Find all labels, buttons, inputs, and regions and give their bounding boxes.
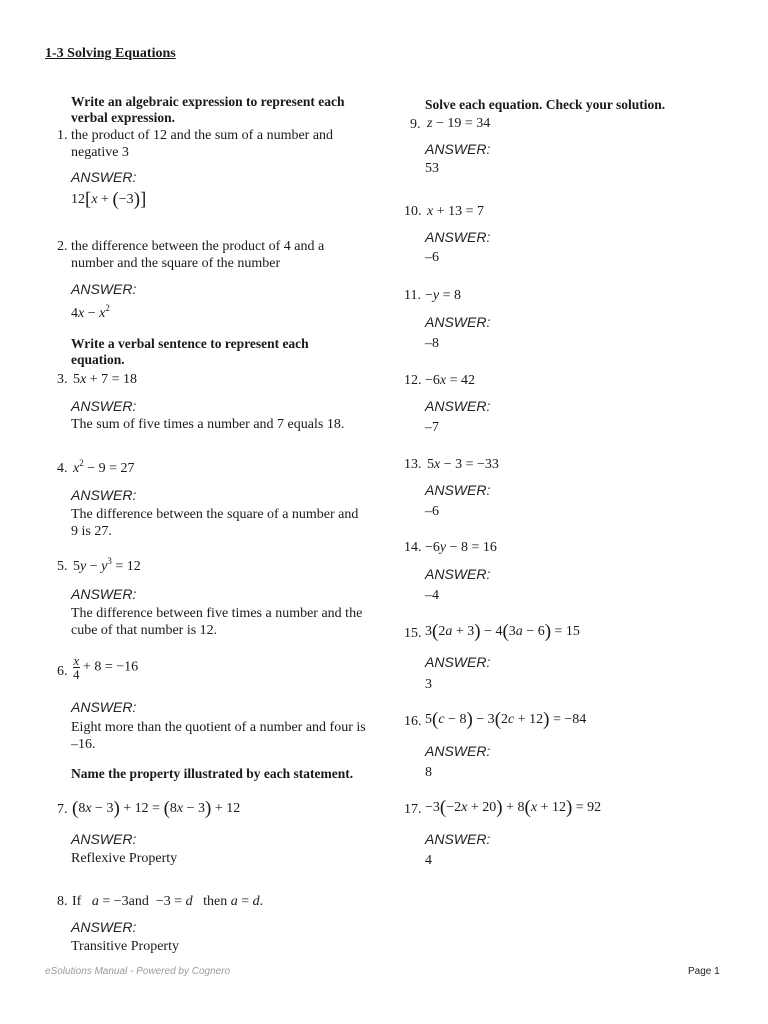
- answer-text: The difference between the square of a number and 9 is 27.: [71, 507, 359, 539]
- equation: z − 19 = 34: [427, 116, 491, 131]
- answer-text: Transitive Property: [71, 939, 179, 954]
- question-number: 1.: [57, 128, 68, 143]
- answer-label: ANSWER:: [71, 487, 137, 503]
- equation: 5x + 7 = 18: [73, 372, 138, 387]
- answer-label: ANSWER:: [71, 398, 137, 414]
- question-number: 6.: [57, 664, 68, 679]
- equation: −3(−2x + 20) + 8(x + 12) = 92: [425, 797, 602, 818]
- answer-text: Reflexive Property: [71, 851, 178, 866]
- equation: $5y - y^3 = 12$: [73, 556, 141, 574]
- footer-credit: eSolutions Manual - Powered by Cognero: [45, 966, 231, 977]
- question-number: 9.: [410, 117, 421, 132]
- answer-text: 53: [425, 161, 439, 176]
- question-number: 15.: [404, 626, 422, 641]
- question-number: 14.: [404, 540, 422, 555]
- answer-label: ANSWER:: [425, 654, 491, 670]
- answer-text: –6: [425, 504, 439, 519]
- answer-label: ANSWER:: [71, 169, 137, 185]
- answer-label: ANSWER:: [71, 919, 137, 935]
- equation: −6x = 42: [425, 373, 476, 388]
- answer-label: ANSWER:: [71, 831, 137, 847]
- equation: 5(c − 8) − 3(2c + 12) = −84: [425, 709, 587, 730]
- answer-label: ANSWER:: [425, 141, 491, 157]
- question-number: 2.: [57, 239, 68, 254]
- section-heading-verbal: Write a verbal sentence to represent each equation.: [71, 336, 309, 367]
- equation: −6y − 8 = 16: [425, 540, 497, 555]
- question-number: 12.: [404, 373, 422, 388]
- question-number: 10.: [404, 204, 422, 219]
- answer-label: ANSWER:: [425, 482, 491, 498]
- question-text: the difference between the product of 4 and a number and the square of the number: [71, 239, 325, 271]
- question-number: 4.: [57, 461, 68, 476]
- equation: 5x − 3 = −33: [427, 457, 499, 472]
- answer-label: ANSWER:: [425, 831, 491, 847]
- question-number: 3.: [57, 372, 68, 387]
- answer-text: –4: [425, 588, 439, 603]
- question-number: 17.: [404, 802, 422, 817]
- question-number: 13.: [404, 457, 422, 472]
- answer-text: The difference between five times a number and the cube of that number is 12.: [71, 606, 363, 638]
- section-heading-solve: Solve each equation. Check your solution.: [425, 97, 666, 112]
- equation: (8x − 3) + 12 = (8x − 3) + 12: [72, 798, 241, 819]
- answer-expression: 12[x + (−3)]: [71, 189, 147, 210]
- page-title: 1-3 Solving Equations: [45, 46, 176, 61]
- question-number: 11.: [404, 288, 421, 303]
- section-heading-property: Name the property illustrated by each statement.: [71, 766, 354, 781]
- question-text: the product of 12 and the sum of a number and negative 3: [71, 128, 334, 160]
- equation: If a = −3and −3 = d then a = d.: [72, 894, 264, 909]
- section-heading-expressions: Write an algebraic expression to represent each verbal expression.: [71, 94, 345, 125]
- equation: −y = 8: [425, 288, 462, 303]
- answer-label: ANSWER:: [425, 314, 491, 330]
- answer-text: 8: [425, 765, 432, 780]
- equation: $\frac{x}{4}$ + 8 = −16: [73, 653, 139, 682]
- answer-text: 4: [425, 853, 432, 868]
- equation: $x^2 - 9 = 27$: [73, 458, 135, 476]
- answer-label: ANSWER:: [71, 699, 137, 715]
- answer-label: ANSWER:: [425, 566, 491, 582]
- answer-expression: $4x - x^2$: [71, 303, 110, 321]
- answer-text: –6: [425, 250, 439, 265]
- answer-text: Eight more than the quotient of a number and four is –16.: [71, 720, 366, 752]
- answer-label: ANSWER:: [425, 229, 491, 245]
- question-number: 8.: [57, 894, 68, 909]
- question-number: 16.: [404, 714, 422, 729]
- page-number: Page 1: [688, 966, 720, 977]
- equation: x + 13 = 7: [427, 204, 485, 219]
- answer-label: ANSWER:: [71, 586, 137, 602]
- answer-text: The sum of five times a number and 7 equals 18.: [71, 417, 345, 432]
- answer-text: –8: [425, 336, 439, 351]
- equation: 3(2a + 3) − 4(3a − 6) = 15: [425, 621, 580, 642]
- question-number: 5.: [57, 559, 68, 574]
- answer-text: –7: [425, 420, 439, 435]
- question-number: 7.: [57, 802, 68, 817]
- answer-text: 3: [425, 677, 432, 692]
- answer-label: ANSWER:: [425, 398, 491, 414]
- answer-label: ANSWER:: [71, 281, 137, 297]
- answer-label: ANSWER:: [425, 743, 491, 759]
